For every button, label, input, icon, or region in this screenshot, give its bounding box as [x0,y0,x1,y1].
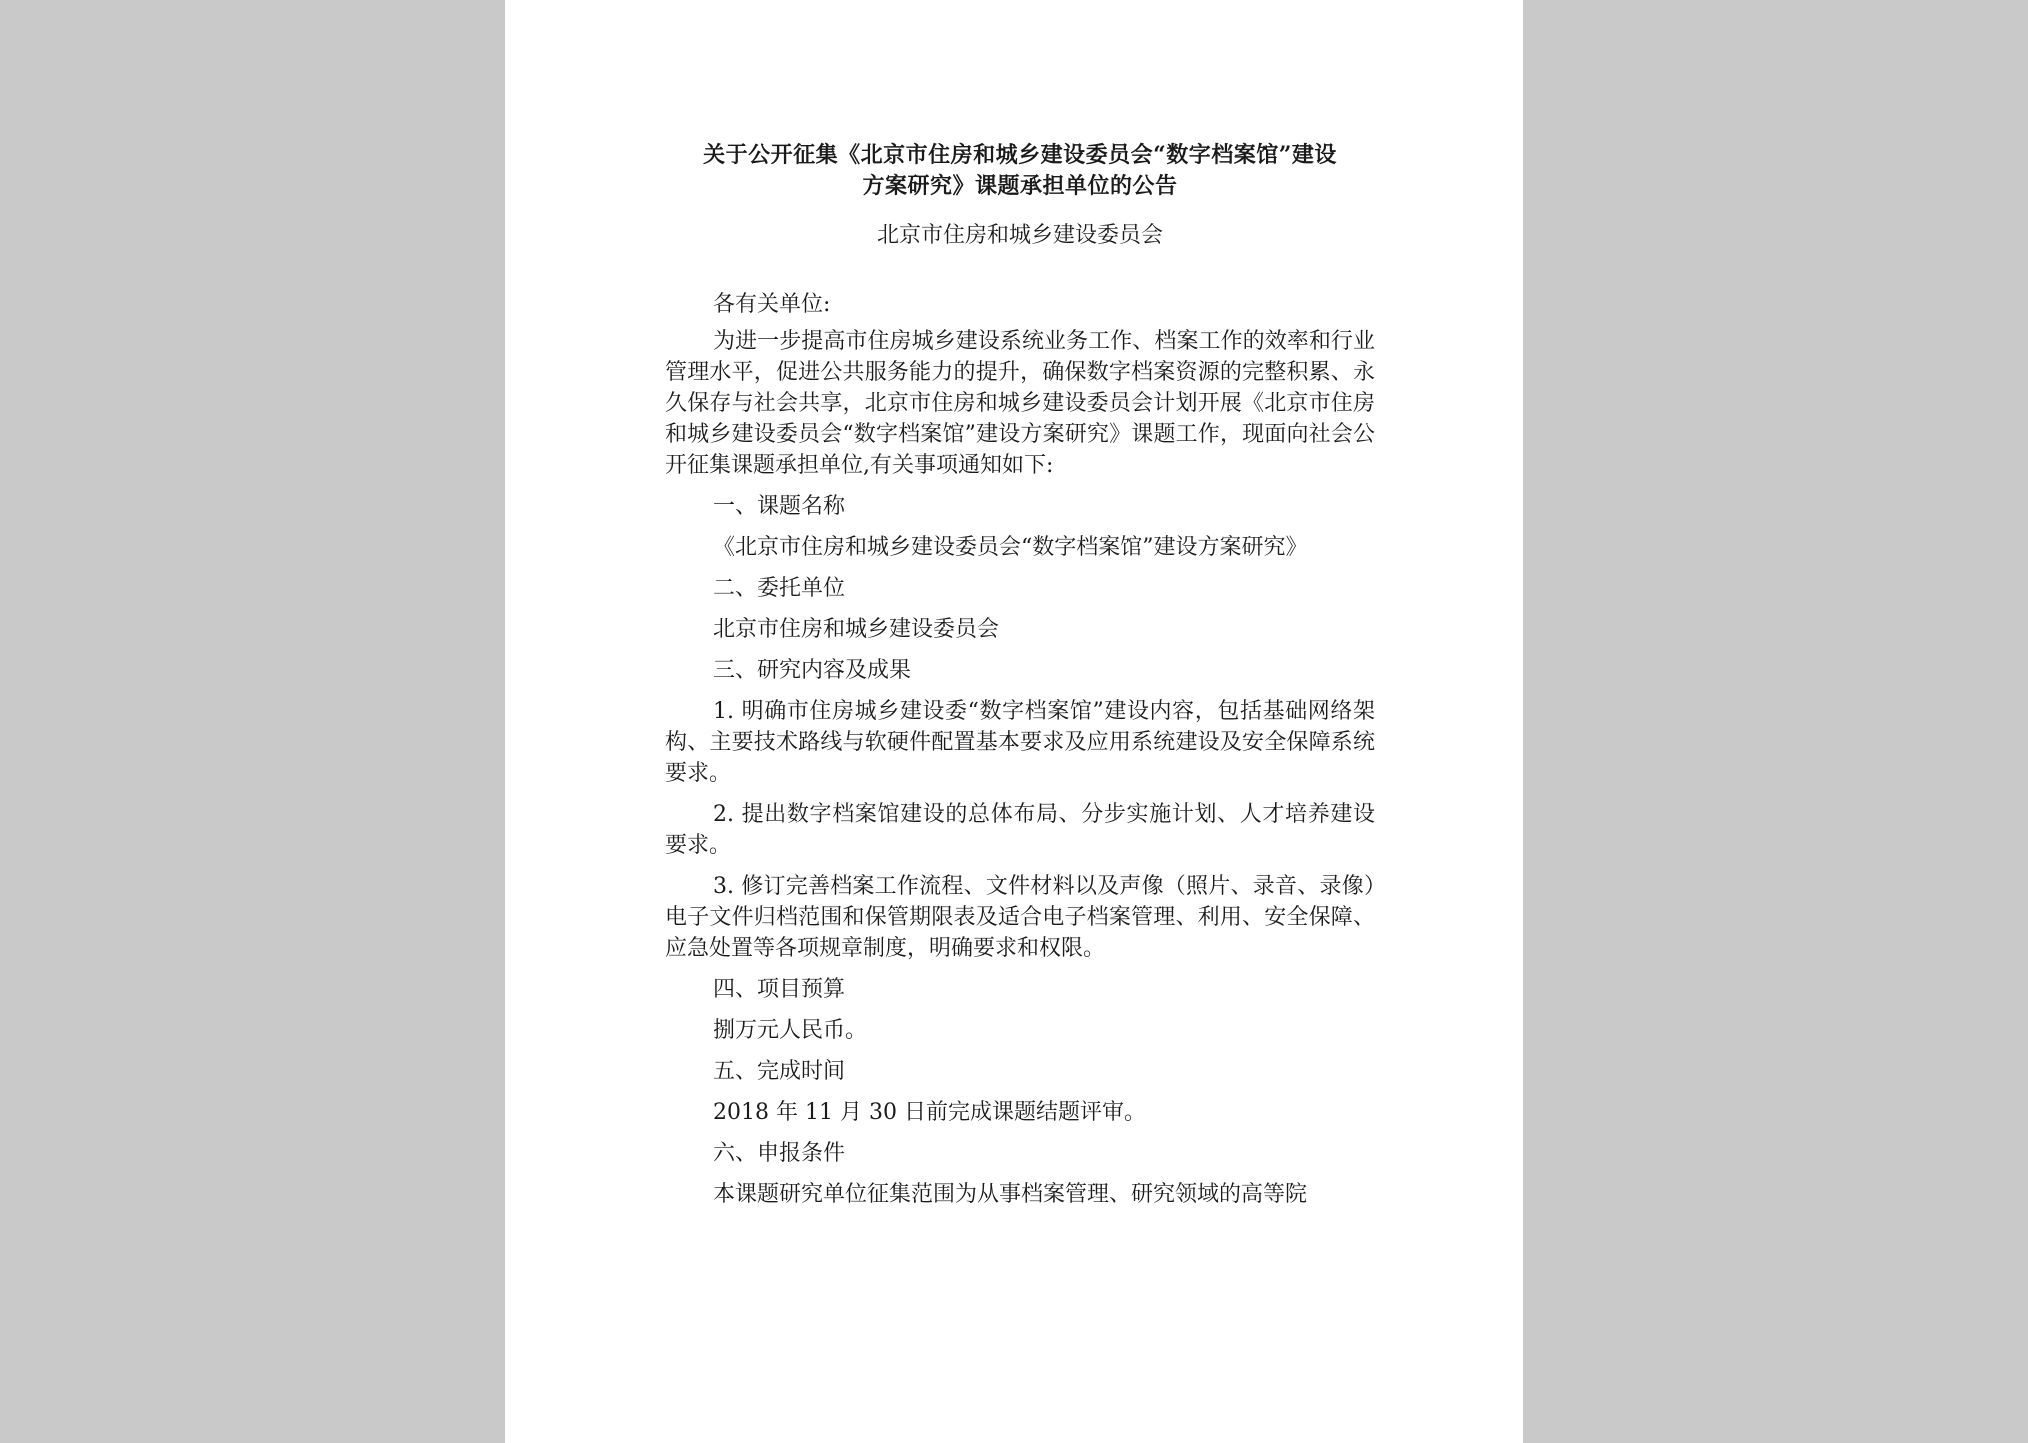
salutation: 各有关单位: [713,292,831,317]
section-heading-2: 二、委托单位 [713,576,846,601]
topic-name: 《北京市住房和城乡建设委员会“数字档案馆”建设方案研究》 [713,535,1308,560]
title-line-2: 方案研究》课题承担单位的公告 [862,173,1178,199]
budget: 捌万元人民币。 [713,1018,868,1043]
client-name: 北京市住房和城乡建设委员会 [713,617,1000,642]
section-heading-4: 四、项目预算 [713,977,846,1002]
intro-paragraph: 为进一步提高市住房城乡建设系统业务工作、档案工作的效率和行业管理水平，促进公共服务能力的提升，确保数字档案资源的完整积累、永久保存与社会共享，北京市住房和城乡建设委员会计划开展《北京市住房和城乡建设委员会“数字档案馆”建设方案研究》课题工作，现面向社会公开征集课题承担单位,有关事项通知如下: [665,329,1375,478]
section-heading-3: 三、研究内容及成果 [713,658,912,683]
research-item-2: 2. 提出数字档案馆建设的总体布局、分步实施计划、人才培养建设要求。 [665,802,1375,858]
document-page [505,0,1523,1443]
research-item-1: 1. 明确市住房城乡建设委“数字档案馆”建设内容，包括基础网络架构、主要技术路线与软硬件配置基本要求及应用系统建设及安全保障系统要求。 [665,699,1375,786]
issuer: 北京市住房和城乡建设委员会 [876,223,1163,248]
research-item-3: 3. 修订完善档案工作流程、文件材料以及声像（照片、录音、录像）电子文件归档范围和保管期限表及适合电子档案管理、利用、安全保障、应急处置等各项规章制度，明确要求和权限。 [665,874,1375,961]
document-content [665,140,1375,1220]
document-title [665,140,1375,202]
document-body [665,289,1375,1210]
section-heading-6: 六、申报条件 [713,1141,846,1166]
conditions: 本课题研究单位征集范围为从事档案管理、研究领域的高等院 [713,1182,1308,1207]
deadline: 2018 年 11 月 30 日前完成课题结题评审。 [713,1100,1146,1125]
section-heading-1: 一、课题名称 [713,494,846,519]
title-line-1: 关于公开征集《北京市住房和城乡建设委员会“数字档案馆”建设 [703,142,1337,168]
section-heading-5: 五、完成时间 [713,1059,846,1084]
